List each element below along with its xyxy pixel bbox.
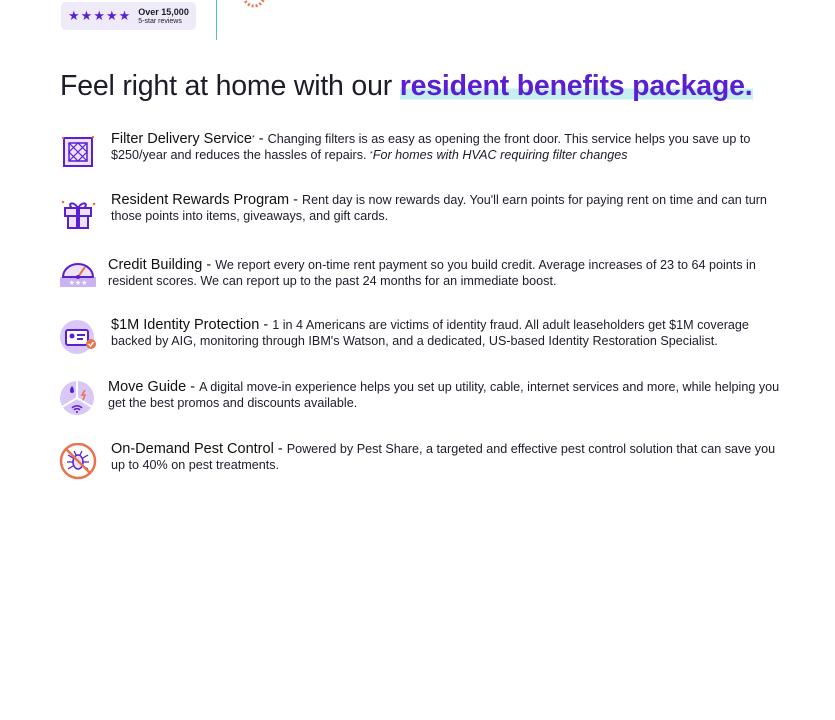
benefit-footnote: For homes with HVAC requiring filter changes xyxy=(372,148,628,162)
page-title xyxy=(60,70,753,103)
reviews-badge xyxy=(61,2,196,30)
benefit-title: On-Demand Pest Control xyxy=(111,441,274,457)
partner-logo xyxy=(232,0,276,8)
star-icon: ★ xyxy=(80,8,93,24)
benefit-credit-building xyxy=(58,259,788,299)
benefit-title: Move Guide xyxy=(108,379,187,395)
benefit-description: Rent day is now rewards day. You'll earn points for paying rent on time and can turn those points into items, giveaways, and gift cards. xyxy=(111,193,767,223)
star-icon: ★ xyxy=(68,8,80,24)
benefit-resident-rewards xyxy=(58,194,788,234)
benefit-title: Credit Building xyxy=(108,257,203,273)
benefit-title: Resident Rewards Program xyxy=(111,192,290,208)
headline-text: Feel right at home with our xyxy=(60,70,400,102)
gift-icon xyxy=(58,194,98,234)
benefit-separator: - xyxy=(186,379,200,395)
benefit-description: A digital move-in experience helps you set up utility, cable, internet services and more, while helping you get the best promos and discounts available. xyxy=(108,380,780,410)
utilities-icon xyxy=(58,381,98,421)
footnote-mark: * xyxy=(370,151,373,158)
credit-gauge-icon xyxy=(58,259,98,299)
benefit-description: We report every on-time rent payment so you build credit. Average increases of 23 to 64 points in resident scores. We can report up to the past 24 months for an immediate boost. xyxy=(108,258,756,288)
benefit-description: Powered by Pest Share, a targeted and effective pest control solution that can save you up to 40% on pest treatments. xyxy=(111,442,776,472)
benefit-identity-protection xyxy=(58,319,788,359)
reviews-label: 5-star reviews xyxy=(138,17,182,25)
header-divider xyxy=(216,0,217,40)
headline-highlight: resident benefits package. xyxy=(399,70,753,102)
benefit-description: Changing filters is as easy as opening the front door. This service helps you save up to $250/year and reduces the hassles of repairs. xyxy=(111,132,751,162)
benefit-filter-delivery xyxy=(58,133,788,173)
star-icon: ★ xyxy=(105,8,118,24)
benefit-separator: - xyxy=(254,131,268,147)
reviews-count: Over 15,000 xyxy=(138,6,189,17)
no-pest-icon xyxy=(58,443,98,483)
svg-text:★★★: ★★★ xyxy=(68,279,88,287)
rating-stars xyxy=(68,10,130,23)
air-filter-icon xyxy=(58,133,98,173)
benefit-title: $1M Identity Protection xyxy=(111,317,260,333)
footnote-mark: * xyxy=(252,135,255,142)
benefit-move-guide xyxy=(58,381,788,421)
star-icon: ★ xyxy=(118,8,131,24)
benefit-separator: - xyxy=(289,192,302,208)
star-icon: ★ xyxy=(93,8,105,24)
benefit-title: Filter Delivery Service xyxy=(111,131,252,147)
benefit-separator: - xyxy=(202,257,216,273)
id-card-icon xyxy=(58,319,98,359)
benefit-description: 1 in 4 Americans are victims of identity fraud. All adult leaseholders get $1M coverage backed by AIG, monitoring through IBM's Watson, and a dedicated, US-based Identity Restoration Specialist. xyxy=(111,318,749,348)
benefit-separator: - xyxy=(259,317,273,333)
benefit-pest-control xyxy=(58,443,788,483)
benefit-separator: - xyxy=(273,441,287,457)
